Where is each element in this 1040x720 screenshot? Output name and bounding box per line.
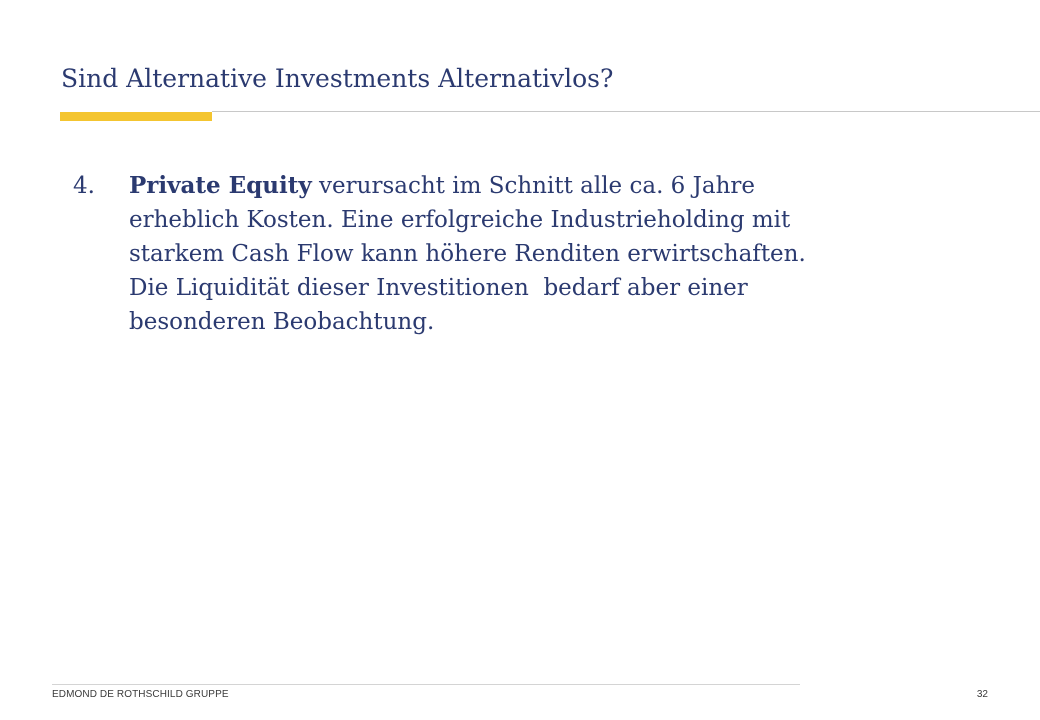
item-line-text: starkem Cash Flow kann höhere Renditen erwirtschaften. — [129, 241, 806, 267]
title-divider — [212, 111, 1040, 112]
item-number: 4. — [73, 173, 95, 199]
item-first-line — [73, 169, 973, 203]
slide-title: Sind Alternative Investments Alternativlos? — [61, 64, 614, 93]
footer-divider — [52, 684, 800, 685]
item-line-text: erheblich Kosten. Eine erfolgreiche Industrieholding mit — [129, 207, 791, 233]
item-bold-term: Private Equity — [129, 172, 312, 199]
page-number: 32 — [976, 689, 988, 700]
item-line-text: Die Liquidität dieser Investitionen bedarf aber einer — [129, 275, 748, 301]
item-line-text: besonderen Beobachtung. — [129, 309, 435, 335]
footer-company-name: EDMOND DE ROTHSCHILD GRUPPE — [52, 689, 229, 700]
title-accent-bar — [60, 112, 212, 121]
item-line-text: verursacht im Schnitt alle ca. 6 Jahre — [311, 173, 755, 199]
content-list-item — [73, 169, 973, 339]
